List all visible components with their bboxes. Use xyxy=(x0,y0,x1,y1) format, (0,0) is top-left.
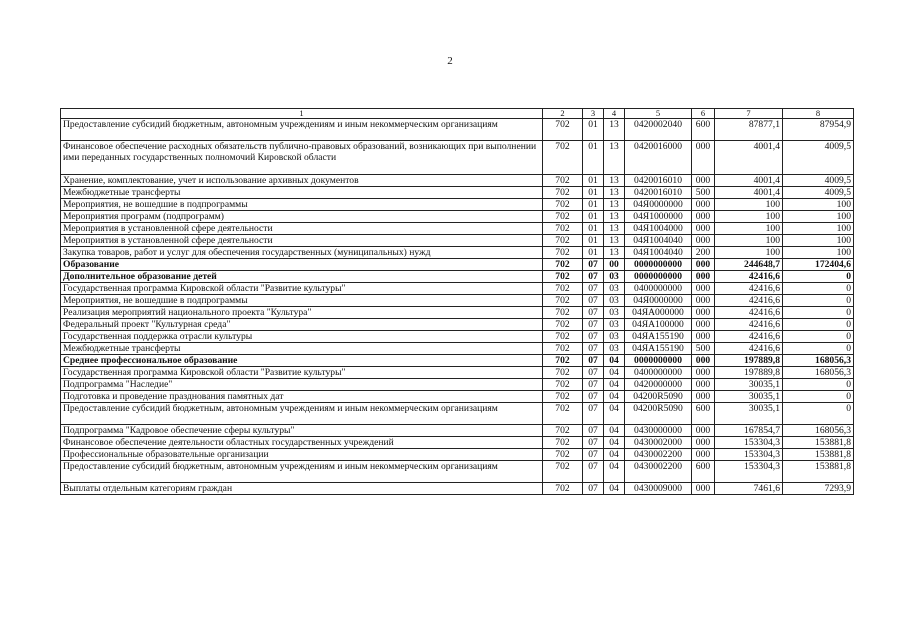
budget-item-name: Государственная программа Кировской области "Развитие культуры" xyxy=(61,367,543,379)
budget-item-name: Мероприятия в установленной сфере деятельности xyxy=(61,235,543,247)
subsection-code: 03 xyxy=(604,319,625,331)
amount-year-1: 30035,1 xyxy=(715,403,783,425)
expense-type-code: 000 xyxy=(692,175,715,187)
table-row xyxy=(61,355,854,367)
amount-year-2: 0 xyxy=(783,379,854,391)
amount-year-2: 0 xyxy=(783,319,854,331)
budget-item-name: Мероприятия, не вошедшие в подпрограммы xyxy=(61,295,543,307)
amount-year-1: 42416,6 xyxy=(715,331,783,343)
column-header: 4 xyxy=(604,109,625,119)
expense-type-code: 000 xyxy=(692,437,715,449)
budget-item-name: Федеральный проект "Культурная среда" xyxy=(61,319,543,331)
subsection-code: 04 xyxy=(604,403,625,425)
target-article-code: 04200R5090 xyxy=(625,403,692,425)
amount-year-1: 197889,8 xyxy=(715,367,783,379)
expense-type-code: 000 xyxy=(692,211,715,223)
target-article-code: 0430002000 xyxy=(625,437,692,449)
column-header: 3 xyxy=(583,109,604,119)
section-code: 07 xyxy=(583,343,604,355)
table-row xyxy=(61,211,854,223)
target-article-code: 04ЯА155190 xyxy=(625,343,692,355)
amount-year-1: 100 xyxy=(715,211,783,223)
target-article-code: 04Я1004040 xyxy=(625,235,692,247)
table-row xyxy=(61,331,854,343)
amount-year-1: 4001,4 xyxy=(715,187,783,199)
amount-year-1: 100 xyxy=(715,235,783,247)
amount-year-1: 30035,1 xyxy=(715,391,783,403)
subsection-code: 13 xyxy=(604,119,625,141)
ministry-code: 702 xyxy=(543,449,583,461)
table-row xyxy=(61,425,854,437)
amount-year-1: 100 xyxy=(715,199,783,211)
section-code: 07 xyxy=(583,367,604,379)
ministry-code: 702 xyxy=(543,271,583,283)
ministry-code: 702 xyxy=(543,211,583,223)
budget-item-name: Мероприятия программ (подпрограмм) xyxy=(61,211,543,223)
amount-year-2: 0 xyxy=(783,403,854,425)
amount-year-2: 168056,3 xyxy=(783,355,854,367)
expense-type-code: 000 xyxy=(692,483,715,495)
expense-type-code: 000 xyxy=(692,295,715,307)
amount-year-1: 153304,3 xyxy=(715,461,783,483)
table-row xyxy=(61,483,854,495)
ministry-code: 702 xyxy=(543,235,583,247)
target-article-code: 0430002200 xyxy=(625,461,692,483)
ministry-code: 702 xyxy=(543,331,583,343)
target-article-code: 04ЯА000000 xyxy=(625,307,692,319)
budget-item-name: Межбюджетные трансферты xyxy=(61,187,543,199)
budget-item-name: Финансовое обеспечение деятельности областных государственных учреждений xyxy=(61,437,543,449)
table-row xyxy=(61,437,854,449)
column-header: 7 xyxy=(715,109,783,119)
amount-year-2: 0 xyxy=(783,283,854,295)
amount-year-2: 87954,9 xyxy=(783,119,854,141)
amount-year-1: 42416,6 xyxy=(715,319,783,331)
table-row xyxy=(61,379,854,391)
amount-year-1: 42416,6 xyxy=(715,271,783,283)
target-article-code: 0420016010 xyxy=(625,187,692,199)
subsection-code: 13 xyxy=(604,199,625,211)
subsection-code: 13 xyxy=(604,187,625,199)
expense-type-code: 000 xyxy=(692,391,715,403)
amount-year-1: 244648,7 xyxy=(715,259,783,271)
section-code: 07 xyxy=(583,461,604,483)
ministry-code: 702 xyxy=(543,295,583,307)
table-row xyxy=(61,187,854,199)
subsection-code: 04 xyxy=(604,437,625,449)
table-row xyxy=(61,223,854,235)
section-code: 07 xyxy=(583,391,604,403)
target-article-code: 0000000000 xyxy=(625,259,692,271)
subsection-code: 13 xyxy=(604,141,625,175)
table-row xyxy=(61,283,854,295)
expense-type-code: 000 xyxy=(692,379,715,391)
ministry-code: 702 xyxy=(543,461,583,483)
expense-type-code: 000 xyxy=(692,307,715,319)
table-row xyxy=(61,271,854,283)
expense-type-code: 000 xyxy=(692,367,715,379)
amount-year-1: 30035,1 xyxy=(715,379,783,391)
section-code: 07 xyxy=(583,307,604,319)
section-code: 07 xyxy=(583,295,604,307)
ministry-code: 702 xyxy=(543,379,583,391)
subsection-code: 04 xyxy=(604,391,625,403)
target-article-code: 0000000000 xyxy=(625,271,692,283)
target-article-code: 0430000000 xyxy=(625,425,692,437)
ministry-code: 702 xyxy=(543,355,583,367)
expense-type-code: 000 xyxy=(692,331,715,343)
subsection-code: 04 xyxy=(604,425,625,437)
ministry-code: 702 xyxy=(543,437,583,449)
ministry-code: 702 xyxy=(543,283,583,295)
expense-type-code: 000 xyxy=(692,319,715,331)
expense-type-code: 000 xyxy=(692,449,715,461)
section-code: 07 xyxy=(583,259,604,271)
table-row xyxy=(61,247,854,259)
amount-year-2: 4009,5 xyxy=(783,175,854,187)
table-row xyxy=(61,391,854,403)
target-article-code: 0420016010 xyxy=(625,175,692,187)
section-code: 01 xyxy=(583,141,604,175)
subsection-code: 13 xyxy=(604,247,625,259)
section-code: 07 xyxy=(583,283,604,295)
budget-item-name: Государственная программа Кировской области "Развитие культуры" xyxy=(61,283,543,295)
amount-year-1: 42416,6 xyxy=(715,307,783,319)
section-code: 07 xyxy=(583,449,604,461)
ministry-code: 702 xyxy=(543,175,583,187)
section-code: 07 xyxy=(583,355,604,367)
subsection-code: 13 xyxy=(604,223,625,235)
target-article-code: 0430009000 xyxy=(625,483,692,495)
section-code: 01 xyxy=(583,187,604,199)
table-row xyxy=(61,343,854,355)
column-header: 8 xyxy=(783,109,854,119)
table-row xyxy=(61,319,854,331)
budget-item-name: Предоставление субсидий бюджетным, автономным учреждениям и иным некоммерческим организациям xyxy=(61,119,543,141)
amount-year-1: 153304,3 xyxy=(715,449,783,461)
budget-item-name: Подпрограмма "Кадровое обеспечение сферы культуры" xyxy=(61,425,543,437)
column-number-row xyxy=(61,109,854,119)
amount-year-1: 100 xyxy=(715,247,783,259)
target-article-code: 0430002200 xyxy=(625,449,692,461)
budget-item-name: Предоставление субсидий бюджетным, автономным учреждениям и иным некоммерческим организациям xyxy=(61,461,543,483)
budget-item-name: Образование xyxy=(61,259,543,271)
amount-year-2: 0 xyxy=(783,331,854,343)
budget-table xyxy=(60,108,854,495)
target-article-code: 04Я0000000 xyxy=(625,199,692,211)
budget-item-name: Выплаты отдельным категориям граждан xyxy=(61,483,543,495)
table-row xyxy=(61,199,854,211)
amount-year-2: 0 xyxy=(783,343,854,355)
amount-year-2: 153881,8 xyxy=(783,437,854,449)
ministry-code: 702 xyxy=(543,247,583,259)
subsection-code: 03 xyxy=(604,331,625,343)
amount-year-2: 0 xyxy=(783,295,854,307)
target-article-code: 0400000000 xyxy=(625,283,692,295)
budget-item-name: Мероприятия в установленной сфере деятельности xyxy=(61,223,543,235)
ministry-code: 702 xyxy=(543,187,583,199)
section-code: 07 xyxy=(583,425,604,437)
amount-year-2: 153881,8 xyxy=(783,449,854,461)
ministry-code: 702 xyxy=(543,483,583,495)
target-article-code: 0000000000 xyxy=(625,355,692,367)
amount-year-2: 100 xyxy=(783,223,854,235)
amount-year-1: 42416,6 xyxy=(715,295,783,307)
column-header: 2 xyxy=(543,109,583,119)
column-header: 1 xyxy=(61,109,543,119)
ministry-code: 702 xyxy=(543,307,583,319)
column-header: 5 xyxy=(625,109,692,119)
expense-type-code: 000 xyxy=(692,355,715,367)
subsection-code: 03 xyxy=(604,271,625,283)
subsection-code: 04 xyxy=(604,483,625,495)
target-article-code: 0420002040 xyxy=(625,119,692,141)
page-number: 2 xyxy=(447,55,453,67)
amount-year-2: 0 xyxy=(783,271,854,283)
section-code: 01 xyxy=(583,223,604,235)
amount-year-2: 168056,3 xyxy=(783,425,854,437)
budget-item-name: Среднее профессиональное образование xyxy=(61,355,543,367)
table-body xyxy=(61,119,854,495)
budget-item-name: Межбюджетные трансферты xyxy=(61,343,543,355)
expense-type-code: 000 xyxy=(692,271,715,283)
table-row xyxy=(61,307,854,319)
section-code: 01 xyxy=(583,247,604,259)
section-code: 01 xyxy=(583,235,604,247)
amount-year-1: 4001,4 xyxy=(715,141,783,175)
expense-type-code: 000 xyxy=(692,425,715,437)
amount-year-2: 100 xyxy=(783,211,854,223)
section-code: 07 xyxy=(583,483,604,495)
expense-type-code: 600 xyxy=(692,461,715,483)
amount-year-1: 197889,8 xyxy=(715,355,783,367)
amount-year-2: 4009,5 xyxy=(783,187,854,199)
subsection-code: 03 xyxy=(604,295,625,307)
expense-type-code: 000 xyxy=(692,235,715,247)
table-row xyxy=(61,449,854,461)
target-article-code: 04ЯА155190 xyxy=(625,331,692,343)
amount-year-2: 0 xyxy=(783,391,854,403)
ministry-code: 702 xyxy=(543,259,583,271)
expense-type-code: 000 xyxy=(692,199,715,211)
ministry-code: 702 xyxy=(543,199,583,211)
target-article-code: 0420000000 xyxy=(625,379,692,391)
expense-type-code: 600 xyxy=(692,403,715,425)
ministry-code: 702 xyxy=(543,403,583,425)
table-row xyxy=(61,461,854,483)
expense-type-code: 500 xyxy=(692,187,715,199)
amount-year-2: 100 xyxy=(783,235,854,247)
section-code: 07 xyxy=(583,403,604,425)
ministry-code: 702 xyxy=(543,391,583,403)
subsection-code: 03 xyxy=(604,343,625,355)
budget-item-name: Мероприятия, не вошедшие в подпрограммы xyxy=(61,199,543,211)
amount-year-1: 153304,3 xyxy=(715,437,783,449)
amount-year-2: 7293,9 xyxy=(783,483,854,495)
amount-year-2: 100 xyxy=(783,199,854,211)
table-row xyxy=(61,367,854,379)
table-row xyxy=(61,235,854,247)
subsection-code: 04 xyxy=(604,355,625,367)
subsection-code: 13 xyxy=(604,175,625,187)
column-header: 6 xyxy=(692,109,715,119)
budget-item-name: Хранение, комплектование, учет и использование архивных документов xyxy=(61,175,543,187)
amount-year-1: 100 xyxy=(715,223,783,235)
ministry-code: 702 xyxy=(543,343,583,355)
expense-type-code: 500 xyxy=(692,343,715,355)
subsection-code: 04 xyxy=(604,379,625,391)
target-article-code: 0420016000 xyxy=(625,141,692,175)
table-row xyxy=(61,119,854,141)
table-row xyxy=(61,259,854,271)
amount-year-1: 7461,6 xyxy=(715,483,783,495)
section-code: 01 xyxy=(583,119,604,141)
amount-year-1: 167854,7 xyxy=(715,425,783,437)
ministry-code: 702 xyxy=(543,141,583,175)
section-code: 01 xyxy=(583,175,604,187)
amount-year-2: 168056,3 xyxy=(783,367,854,379)
amount-year-1: 42416,6 xyxy=(715,343,783,355)
ministry-code: 702 xyxy=(543,367,583,379)
section-code: 01 xyxy=(583,211,604,223)
budget-item-name: Государственная поддержка отрасли культуры xyxy=(61,331,543,343)
budget-item-name: Профессиональные образовательные организации xyxy=(61,449,543,461)
amount-year-1: 4001,4 xyxy=(715,175,783,187)
amount-year-1: 42416,6 xyxy=(715,283,783,295)
subsection-code: 03 xyxy=(604,307,625,319)
budget-item-name: Предоставление субсидий бюджетным, автономным учреждениям и иным некоммерческим организациям xyxy=(61,403,543,425)
target-article-code: 04ЯА100000 xyxy=(625,319,692,331)
subsection-code: 00 xyxy=(604,259,625,271)
expense-type-code: 000 xyxy=(692,223,715,235)
amount-year-2: 0 xyxy=(783,307,854,319)
budget-item-name: Дополнительное образование детей xyxy=(61,271,543,283)
section-code: 01 xyxy=(583,199,604,211)
subsection-code: 03 xyxy=(604,283,625,295)
budget-item-name: Подготовка и проведение празднования памятных дат xyxy=(61,391,543,403)
budget-item-name: Финансовое обеспечение расходных обязательств публично-правовых образований, возникающих при выполнении ими переданных государственных полномочий Кировской области xyxy=(61,141,543,175)
subsection-code: 04 xyxy=(604,461,625,483)
section-code: 07 xyxy=(583,331,604,343)
expense-type-code: 200 xyxy=(692,247,715,259)
section-code: 07 xyxy=(583,319,604,331)
ministry-code: 702 xyxy=(543,119,583,141)
section-code: 07 xyxy=(583,379,604,391)
budget-item-name: Подпрограмма "Наследие" xyxy=(61,379,543,391)
amount-year-2: 100 xyxy=(783,247,854,259)
subsection-code: 04 xyxy=(604,367,625,379)
ministry-code: 702 xyxy=(543,425,583,437)
expense-type-code: 600 xyxy=(692,119,715,141)
subsection-code: 13 xyxy=(604,211,625,223)
section-code: 07 xyxy=(583,271,604,283)
subsection-code: 04 xyxy=(604,449,625,461)
target-article-code: 04Я1004040 xyxy=(625,247,692,259)
amount-year-2: 153881,8 xyxy=(783,461,854,483)
expense-type-code: 000 xyxy=(692,141,715,175)
amount-year-2: 4009,5 xyxy=(783,141,854,175)
budget-item-name: Закупка товаров, работ и услуг для обеспечения государственных (муниципальных) нужд xyxy=(61,247,543,259)
target-article-code: 0400000000 xyxy=(625,367,692,379)
target-article-code: 04200R5090 xyxy=(625,391,692,403)
target-article-code: 04Я1004000 xyxy=(625,223,692,235)
table-row xyxy=(61,403,854,425)
budget-item-name: Реализация мероприятий национального проекта "Культура" xyxy=(61,307,543,319)
expense-type-code: 000 xyxy=(692,283,715,295)
expense-type-code: 000 xyxy=(692,259,715,271)
subsection-code: 13 xyxy=(604,235,625,247)
amount-year-2: 172404,6 xyxy=(783,259,854,271)
section-code: 07 xyxy=(583,437,604,449)
table-row xyxy=(61,141,854,175)
ministry-code: 702 xyxy=(543,319,583,331)
table-row xyxy=(61,175,854,187)
target-article-code: 04Я0000000 xyxy=(625,295,692,307)
ministry-code: 702 xyxy=(543,223,583,235)
table-row xyxy=(61,295,854,307)
amount-year-1: 87877,1 xyxy=(715,119,783,141)
target-article-code: 04Я1000000 xyxy=(625,211,692,223)
